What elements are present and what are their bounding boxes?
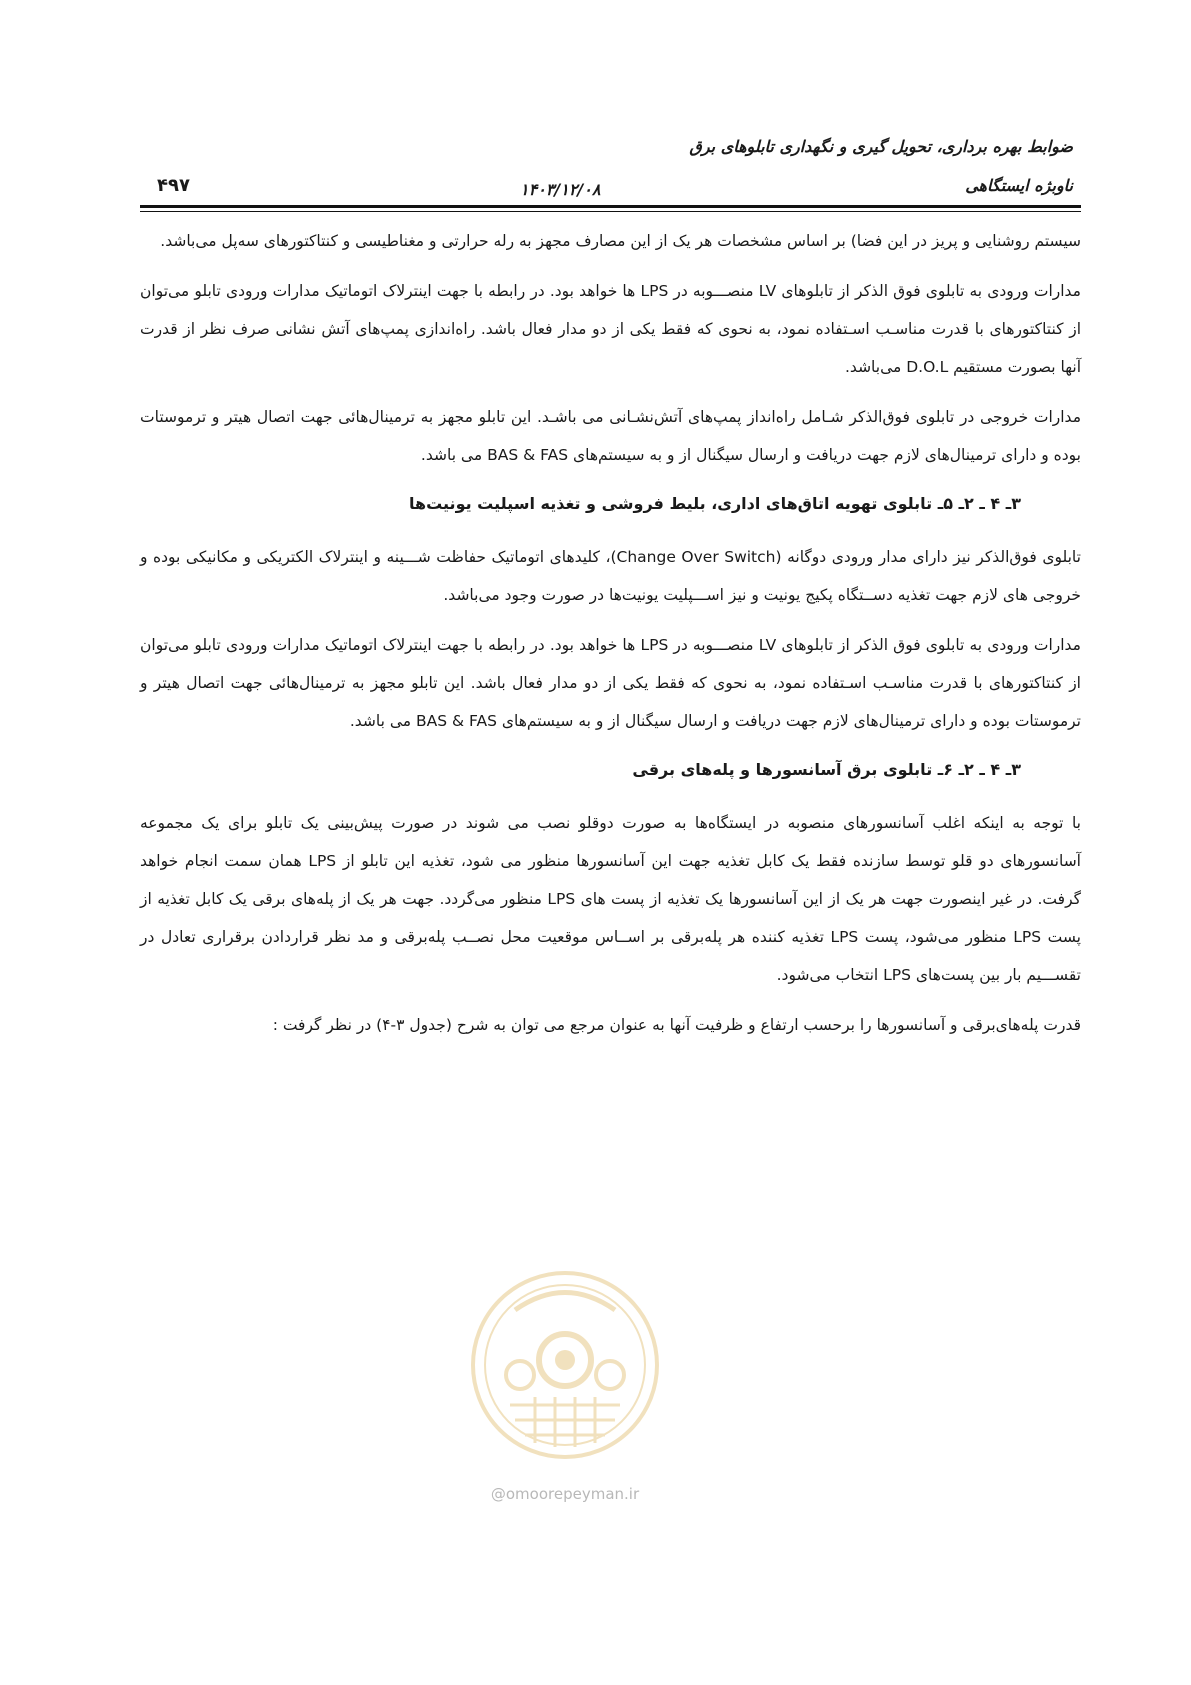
header-section: ناوبژه ایستگاهی: [965, 176, 1073, 195]
header-title: ضوابط بهره برداری، تحویل گیری و نگهداری تابلوهای برق: [689, 137, 1073, 156]
header-rule-thick: [140, 205, 1081, 208]
watermark-seal-icon: [465, 1265, 665, 1465]
header-date: ۱۴۰۳/۱۲/۰۸: [520, 180, 601, 199]
paragraph: مدارات ورودی به تابلوی فوق الذکر از تابلوهای LV منصـــوبه در LPS ها خواهد بود. در رابطه با جهت اینترلاک اتوماتیک مدارات ورودی تابلو می‌توان از کنتاکتورهای با قدرت مناسـب اسـتفاده نمود، به نحوی که فقط یکی از دو مدار فعال باشد. این تابلو مجهز به ترمینال‌هائی جهت اتصال هیتر و ترموستات بوده و دارای ترمینال‌های لازم جهت دریافت و ارسال سیگنال از و به سیستم‌های BAS & FAS می باشد.: [140, 636, 1081, 730]
header-rule-thin: [140, 211, 1081, 212]
document-body: [140, 222, 1081, 1056]
paragraph: با توجه به اینکه اغلب آسانسورهای منصوبه در ایستگاه‌ها به صورت دوقلو نصب می شوند در صورت پیش‌بینی یک تابلو برای یک مجموعه آسانسورهای دو قلو توسط سازنده فقط یک کابل تغذیه جهت این آسانسورها منظور می شود، تغذیه این تابلو از LPS همان سمت انجام خواهد گرفت. در غیر اینصورت جهت هر یک از این آسانسورها یک تغذیه از پست های LPS منظور می‌گردد. جهت هر یک از پله‌های برقی یک کابل تغذیه از پست LPS منظور می‌شود، پست LPS تغذیه کننده هر پله‌برقی بر اســاس موقعیت محل نصــب پله‌برقی و مد نظر قراردادن برقراری تعادل در تقســـیم بار بین پست‌های LPS انتخاب می‌شود.: [140, 814, 1081, 984]
paragraph: تابلوی فوق‌الذکر نیز دارای مدار ورودی دوگانه (Change Over Switch)، کلیدهای اتوماتیک حفاظت شـــینه و اینترلاک الکتریکی و مکانیکی بوده و خروجی های لازم جهت تغذیه دســتگاه پکیج یونیت و نیز اســـپلیت یونیت‌ها در صورت وجود می‌باشد.: [140, 548, 1081, 604]
section-heading: ۳ـ ۴ ـ ۲ـ ۶ـ تابلوی برق آسانسورها و پله‌های برقی: [632, 760, 1021, 779]
watermark-url: @omoorepeyman.ir: [490, 1485, 640, 1503]
paragraph: مدارات خروجی در تابلوی فوق‌الذکر شـامل راه‌انداز پمپ‌های آتش‌نشـانی می باشـد. این تابلو مجهز به ترمینال‌هائی جهت اتصال هیتر و ترموستات بوده و دارای ترمینال‌های لازم جهت دریافت و ارسال سیگنال از و به سیستم‌های BAS & FAS می باشد.: [140, 408, 1081, 464]
paragraph: مدارات ورودی به تابلوی فوق الذکر از تابلوهای LV منصـــوبه در LPS ها خواهد بود. در رابطه با جهت اینترلاک اتوماتیک مدارات ورودی تابلو می‌توان از کنتاکتورهای با قدرت مناسـب اسـتفاده نمود، به نحوی که فقط یکی از دو مدار فعال باشد. راه‌اندازی پمپ‌های آتش نشانی صرف نظر از قدرت آنها بصورت مستقیم D.O.L می‌باشد.: [140, 282, 1081, 376]
page-number: ۴۹۷: [157, 175, 190, 196]
paragraph: قدرت پله‌های‌برقی و آسانسورها را برحسب ارتفاع و ظرفیت آنها به عنوان مرجع می توان به شرح (جدول ۳-۴) در نظر گرفت :: [272, 1016, 1081, 1034]
paragraph: سیستم روشنایی و پریز در این فضا) بر اساس مشخصات هر یک از این مصارف مجهز به رله حرارتی و مغناطیسی و کنتاکتورهای سه‌پل می‌باشد.: [160, 232, 1081, 250]
section-heading: ۳ـ ۴ ـ ۲ـ ۵ـ تابلوی تهویه اتاق‌های اداری، بلیط فروشی و تغذیه اسپلیت یونیت‌ها: [408, 494, 1021, 513]
